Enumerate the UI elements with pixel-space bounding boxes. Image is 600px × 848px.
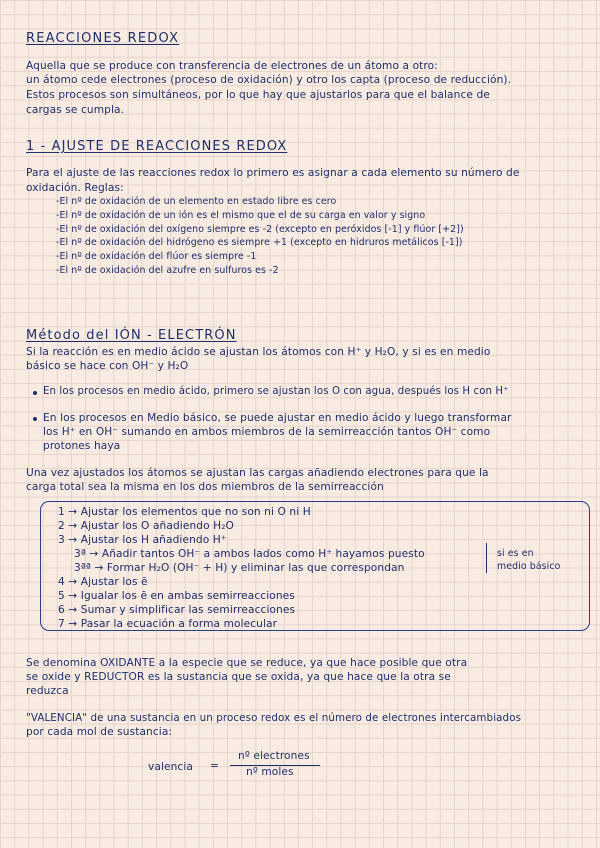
method-title: Método del IÓN - ELECTRÓN bbox=[26, 328, 237, 343]
valencia-line: "VALENCIA" de una sustancia en un proceso redox es el número de electrones intercambiados bbox=[26, 712, 522, 724]
step-item: 3 → Ajustar los H añadiendo H⁺ bbox=[58, 534, 227, 546]
step-item: 2 → Ajustar los O añadiendo H₂O bbox=[58, 520, 234, 532]
method-intro-line: básico se hace con OH⁻ y H₂O bbox=[26, 360, 189, 372]
bullet-line: En los procesos en Medio básico, se puede ajustar en medio ácido y luego transformar bbox=[43, 412, 512, 424]
section-intro-line: oxidación. Reglas: bbox=[26, 182, 124, 194]
bullet-dot bbox=[33, 391, 37, 395]
bullet-item: En los procesos en medio ácido, primero se ajustan los O con agua, después los H con H⁺ bbox=[43, 386, 509, 397]
rule-item: -El nº de oxidación de un elemento en estado libre es cero bbox=[56, 196, 337, 207]
formula-lhs: valencia bbox=[148, 761, 193, 773]
step-item: 4 → Ajustar los ē bbox=[58, 576, 148, 588]
charges-line: Una vez ajustados los átomos se ajustan las cargas añadiendo electrones para que la bbox=[26, 467, 489, 479]
formula-numerator: nº electrones bbox=[238, 750, 310, 762]
intro-line: Estos procesos son simultáneos, por lo que hay que ajustarlos para que el balance de bbox=[26, 89, 490, 101]
valencia-line: por cada mol de sustancia: bbox=[26, 726, 173, 738]
oxidante-line: se oxide y REDUCTOR es la sustancia que se oxida, ya que hace que la otra se bbox=[26, 671, 451, 683]
basic-note: si es en bbox=[497, 548, 534, 559]
intro-line: un átomo cede electrones (proceso de oxidación) y otro los capta (proceso de reducción). bbox=[26, 74, 512, 86]
charges-line: carga total sea la misma en los dos miembros de la semirreacción bbox=[26, 481, 384, 493]
step-item: 7 → Pasar la ecuación a forma molecular bbox=[58, 618, 278, 630]
basic-note: medio básico bbox=[497, 561, 561, 572]
oxidante-line: reduzca bbox=[26, 685, 69, 697]
page-title: REACCIONES REDOX bbox=[26, 31, 180, 46]
rule-item: -El nº de oxidación del hidrógeno es siempre +1 (excepto en hidruros metálicos [-1]) bbox=[56, 237, 463, 248]
step-item: 1 → Ajustar los elementos que no son ni O ni H bbox=[58, 506, 311, 518]
intro-line: Aquella que se produce con transferencia de electrones de un átomo a otro: bbox=[26, 60, 438, 72]
rule-item: -El nº de oxidación del oxígeno siempre es -2 (excepto en peróxidos [-1] y flúor [+2]) bbox=[56, 224, 464, 235]
rule-item: -El nº de oxidación del azufre en sulfuros es -2 bbox=[56, 265, 279, 276]
step-item: 5 → Igualar los ē en ambas semirreacciones bbox=[58, 590, 295, 602]
formula-denominator: nº moles bbox=[246, 766, 294, 778]
method-intro-line: Si la reacción es en medio ácido se ajustan los átomos con H⁺ y H₂O, y si es en medio bbox=[26, 346, 491, 358]
intro-line: cargas se cumpla. bbox=[26, 104, 125, 116]
rule-item: -El nº de oxidación del flúor es siempre -1 bbox=[56, 251, 257, 262]
step-item: 3ª → Añadir tantos OH⁻ a ambos lados como H⁺ hayamos puesto bbox=[74, 548, 425, 560]
section-title: 1 - AJUSTE DE REACCIONES REDOX bbox=[26, 139, 288, 154]
bullet-dot bbox=[33, 417, 37, 421]
brace bbox=[486, 543, 491, 573]
bullet-line: protones haya bbox=[43, 440, 121, 452]
rule-item: -El nº de oxidación de un ión es el mismo que el de su carga en valor y signo bbox=[56, 210, 426, 221]
oxidante-line: Se denomina OXIDANTE a la especie que se reduce, ya que hace posible que otra bbox=[26, 657, 468, 669]
bullet-line: los H⁺ en OH⁻ sumando en ambos miembros de la semirreacción tantos OH⁻ como bbox=[43, 426, 491, 438]
section-intro-line: Para el ajuste de las reacciones redox lo primero es asignar a cada elemento su número de bbox=[26, 167, 520, 179]
step-item: 6 → Sumar y simplificar las semirreacciones bbox=[58, 604, 296, 616]
step-item: 3ªª → Formar H₂O (OH⁻ + H) y eliminar las que correspondan bbox=[74, 562, 405, 574]
formula-equals: = bbox=[210, 760, 219, 772]
